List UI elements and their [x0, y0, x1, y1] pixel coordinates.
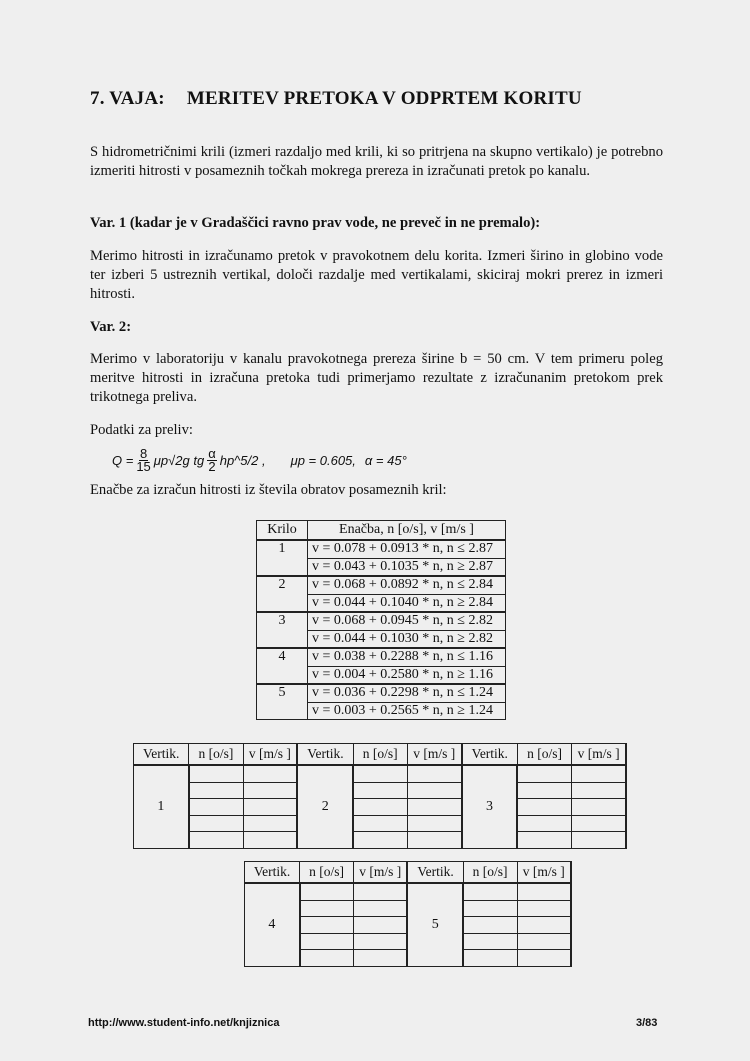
n-input-cell[interactable] — [463, 883, 517, 900]
n-input-cell[interactable] — [300, 900, 354, 917]
column-header: v [m/s ] — [572, 744, 626, 766]
vertical-number: 2 — [297, 765, 353, 848]
v-input-cell[interactable] — [407, 815, 461, 832]
krilo-cell: 2 — [257, 576, 308, 612]
footer-url[interactable]: http://www.student-info.net/knjiznica — [88, 1017, 280, 1029]
vertical-number: 5 — [407, 883, 463, 966]
v-input-cell[interactable] — [517, 900, 571, 917]
column-header: n [o/s] — [189, 744, 243, 766]
v-input-cell[interactable] — [572, 832, 626, 849]
column-header: Enačba, n [o/s], v [m/s ] — [308, 521, 506, 541]
v-input-cell[interactable] — [243, 782, 297, 799]
page-title: 7. VAJA: MERITEV PRETOKA V ODPRTEM KORITU — [90, 88, 582, 109]
column-header: n [o/s] — [300, 862, 354, 884]
n-input-cell[interactable] — [300, 917, 354, 934]
n-input-cell[interactable] — [300, 933, 354, 950]
v-input-cell[interactable] — [572, 782, 626, 799]
v-input-cell[interactable] — [354, 917, 408, 934]
table-row — [257, 576, 506, 594]
krilo-cell: 5 — [257, 684, 308, 720]
table-row — [134, 782, 627, 799]
n-input-cell[interactable] — [463, 950, 517, 967]
equations-label: Enačbe za izračun hitrosti iz števila obratov posameznih kril: — [90, 482, 447, 498]
header-row — [257, 521, 506, 541]
equation-cell: v = 0.043 + 0.1035 * n, n ≥ 2.87 — [308, 558, 506, 576]
table-row — [257, 648, 506, 666]
vertical-number: 1 — [134, 765, 189, 848]
v-input-cell[interactable] — [243, 799, 297, 816]
equation-cell: v = 0.036 + 0.2298 * n, n ≤ 1.24 — [308, 684, 506, 702]
equation-cell: v = 0.003 + 0.2565 * n, n ≥ 1.24 — [308, 702, 506, 720]
weir-formula: Q = $\frac{8}{15}$ μp√2g tg $\frac{\alpha}{2}$ hp^5/2 , μp = 0.605, α = 45° — [112, 446, 407, 474]
n-input-cell[interactable] — [300, 950, 354, 967]
column-header: v [m/s ] — [517, 862, 571, 884]
vertical-number: 4 — [245, 883, 300, 966]
n-input-cell[interactable] — [463, 933, 517, 950]
equation-cell: v = 0.068 + 0.0945 * n, n ≤ 2.82 — [308, 612, 506, 630]
n-input-cell[interactable] — [353, 815, 407, 832]
header-row — [245, 862, 572, 884]
column-header: Krilo — [257, 521, 308, 541]
var1-text: Merimo hitrosti in izračunamo pretok v pravokotnem delu korita. Izmeri širino in globino vode ter izberi 5 ustreznih vertikal, določi razdalje med vertikalami, skiciraj mokri prerez in izmeri hitrosti. — [90, 248, 663, 302]
v-input-cell[interactable] — [572, 815, 626, 832]
equation-cell: v = 0.044 + 0.1040 * n, n ≥ 2.84 — [308, 594, 506, 612]
vertical-number: 3 — [462, 765, 518, 848]
v-input-cell[interactable] — [572, 799, 626, 816]
column-header: v [m/s ] — [354, 862, 408, 884]
page-number: 3/83 — [636, 1017, 658, 1029]
measurement-table-2 — [244, 861, 572, 967]
v-input-cell[interactable] — [243, 832, 297, 849]
measurement-table-1 — [133, 743, 627, 849]
n-input-cell[interactable] — [463, 900, 517, 917]
n-input-cell[interactable] — [463, 917, 517, 934]
weir-label: Podatki za preliv: — [90, 422, 193, 438]
n-input-cell[interactable] — [189, 815, 243, 832]
table-row — [134, 765, 627, 782]
n-input-cell[interactable] — [189, 782, 243, 799]
table-row — [257, 540, 506, 558]
equation-cell: v = 0.038 + 0.2288 * n, n ≤ 1.16 — [308, 648, 506, 666]
column-header: Vertik. — [297, 744, 353, 766]
n-input-cell[interactable] — [189, 799, 243, 816]
equations-table — [256, 520, 506, 720]
equation-cell: v = 0.004 + 0.2580 * n, n ≥ 1.16 — [308, 666, 506, 684]
table-row — [257, 684, 506, 702]
intro-paragraph: S hidrometričnimi krili (izmeri razdaljo med krili, ki so pritrjena na skupno vertikalo) je potrebno izmeriti hitrosti v posameznih točkah mokrega prereza in izračunati pretok po kanalu. — [90, 144, 663, 179]
n-input-cell[interactable] — [300, 883, 354, 900]
v-input-cell[interactable] — [243, 765, 297, 782]
table-row — [245, 883, 572, 900]
n-input-cell[interactable] — [353, 799, 407, 816]
v-input-cell[interactable] — [407, 782, 461, 799]
n-input-cell[interactable] — [517, 765, 571, 782]
v-input-cell[interactable] — [517, 883, 571, 900]
n-input-cell[interactable] — [517, 832, 571, 849]
v-input-cell[interactable] — [354, 883, 408, 900]
equation-cell: v = 0.044 + 0.1030 * n, n ≥ 2.82 — [308, 630, 506, 648]
column-header: n [o/s] — [463, 862, 517, 884]
equation-cell: v = 0.078 + 0.0913 * n, n ≤ 2.87 — [308, 540, 506, 558]
v-input-cell[interactable] — [517, 933, 571, 950]
v-input-cell[interactable] — [354, 950, 408, 967]
n-input-cell[interactable] — [189, 832, 243, 849]
column-header: Vertik. — [407, 862, 463, 884]
v-input-cell[interactable] — [572, 765, 626, 782]
table-row — [134, 799, 627, 816]
column-header: Vertik. — [134, 744, 189, 766]
column-header: Vertik. — [245, 862, 300, 884]
n-input-cell[interactable] — [353, 765, 407, 782]
krilo-cell: 1 — [257, 540, 308, 576]
table-row — [134, 832, 627, 849]
v-input-cell[interactable] — [517, 950, 571, 967]
column-header: v [m/s ] — [407, 744, 461, 766]
v-input-cell[interactable] — [407, 765, 461, 782]
n-input-cell[interactable] — [353, 782, 407, 799]
table-row — [257, 612, 506, 630]
v-input-cell[interactable] — [517, 917, 571, 934]
column-header: n [o/s] — [353, 744, 407, 766]
var2-heading: Var. 2: — [90, 319, 132, 335]
column-header: Vertik. — [462, 744, 518, 766]
equation-cell: v = 0.068 + 0.0892 * n, n ≤ 2.84 — [308, 576, 506, 594]
v-input-cell[interactable] — [354, 933, 408, 950]
n-input-cell[interactable] — [189, 765, 243, 782]
v-input-cell[interactable] — [407, 799, 461, 816]
n-input-cell[interactable] — [517, 815, 571, 832]
n-input-cell[interactable] — [517, 799, 571, 816]
header-row — [134, 744, 627, 766]
krilo-cell: 4 — [257, 648, 308, 684]
var1-heading: Var. 1 (kadar je v Gradaščici ravno prav vode, ne preveč in ne premalo): — [90, 215, 541, 231]
v-input-cell[interactable] — [354, 900, 408, 917]
column-header: v [m/s ] — [243, 744, 297, 766]
table-row — [134, 815, 627, 832]
krilo-cell: 3 — [257, 612, 308, 648]
column-header: n [o/s] — [517, 744, 571, 766]
v-input-cell[interactable] — [243, 815, 297, 832]
n-input-cell[interactable] — [353, 832, 407, 849]
var2-text: Merimo v laboratoriju v kanalu pravokotnega prereza širine b = 50 cm. V tem primeru poleg meritve hitrosti in izračuna pretoka tudi primerjamo rezultate z izračunanim pretokom prek trikotnega preliva. — [90, 351, 663, 405]
v-input-cell[interactable] — [407, 832, 461, 849]
n-input-cell[interactable] — [517, 782, 571, 799]
